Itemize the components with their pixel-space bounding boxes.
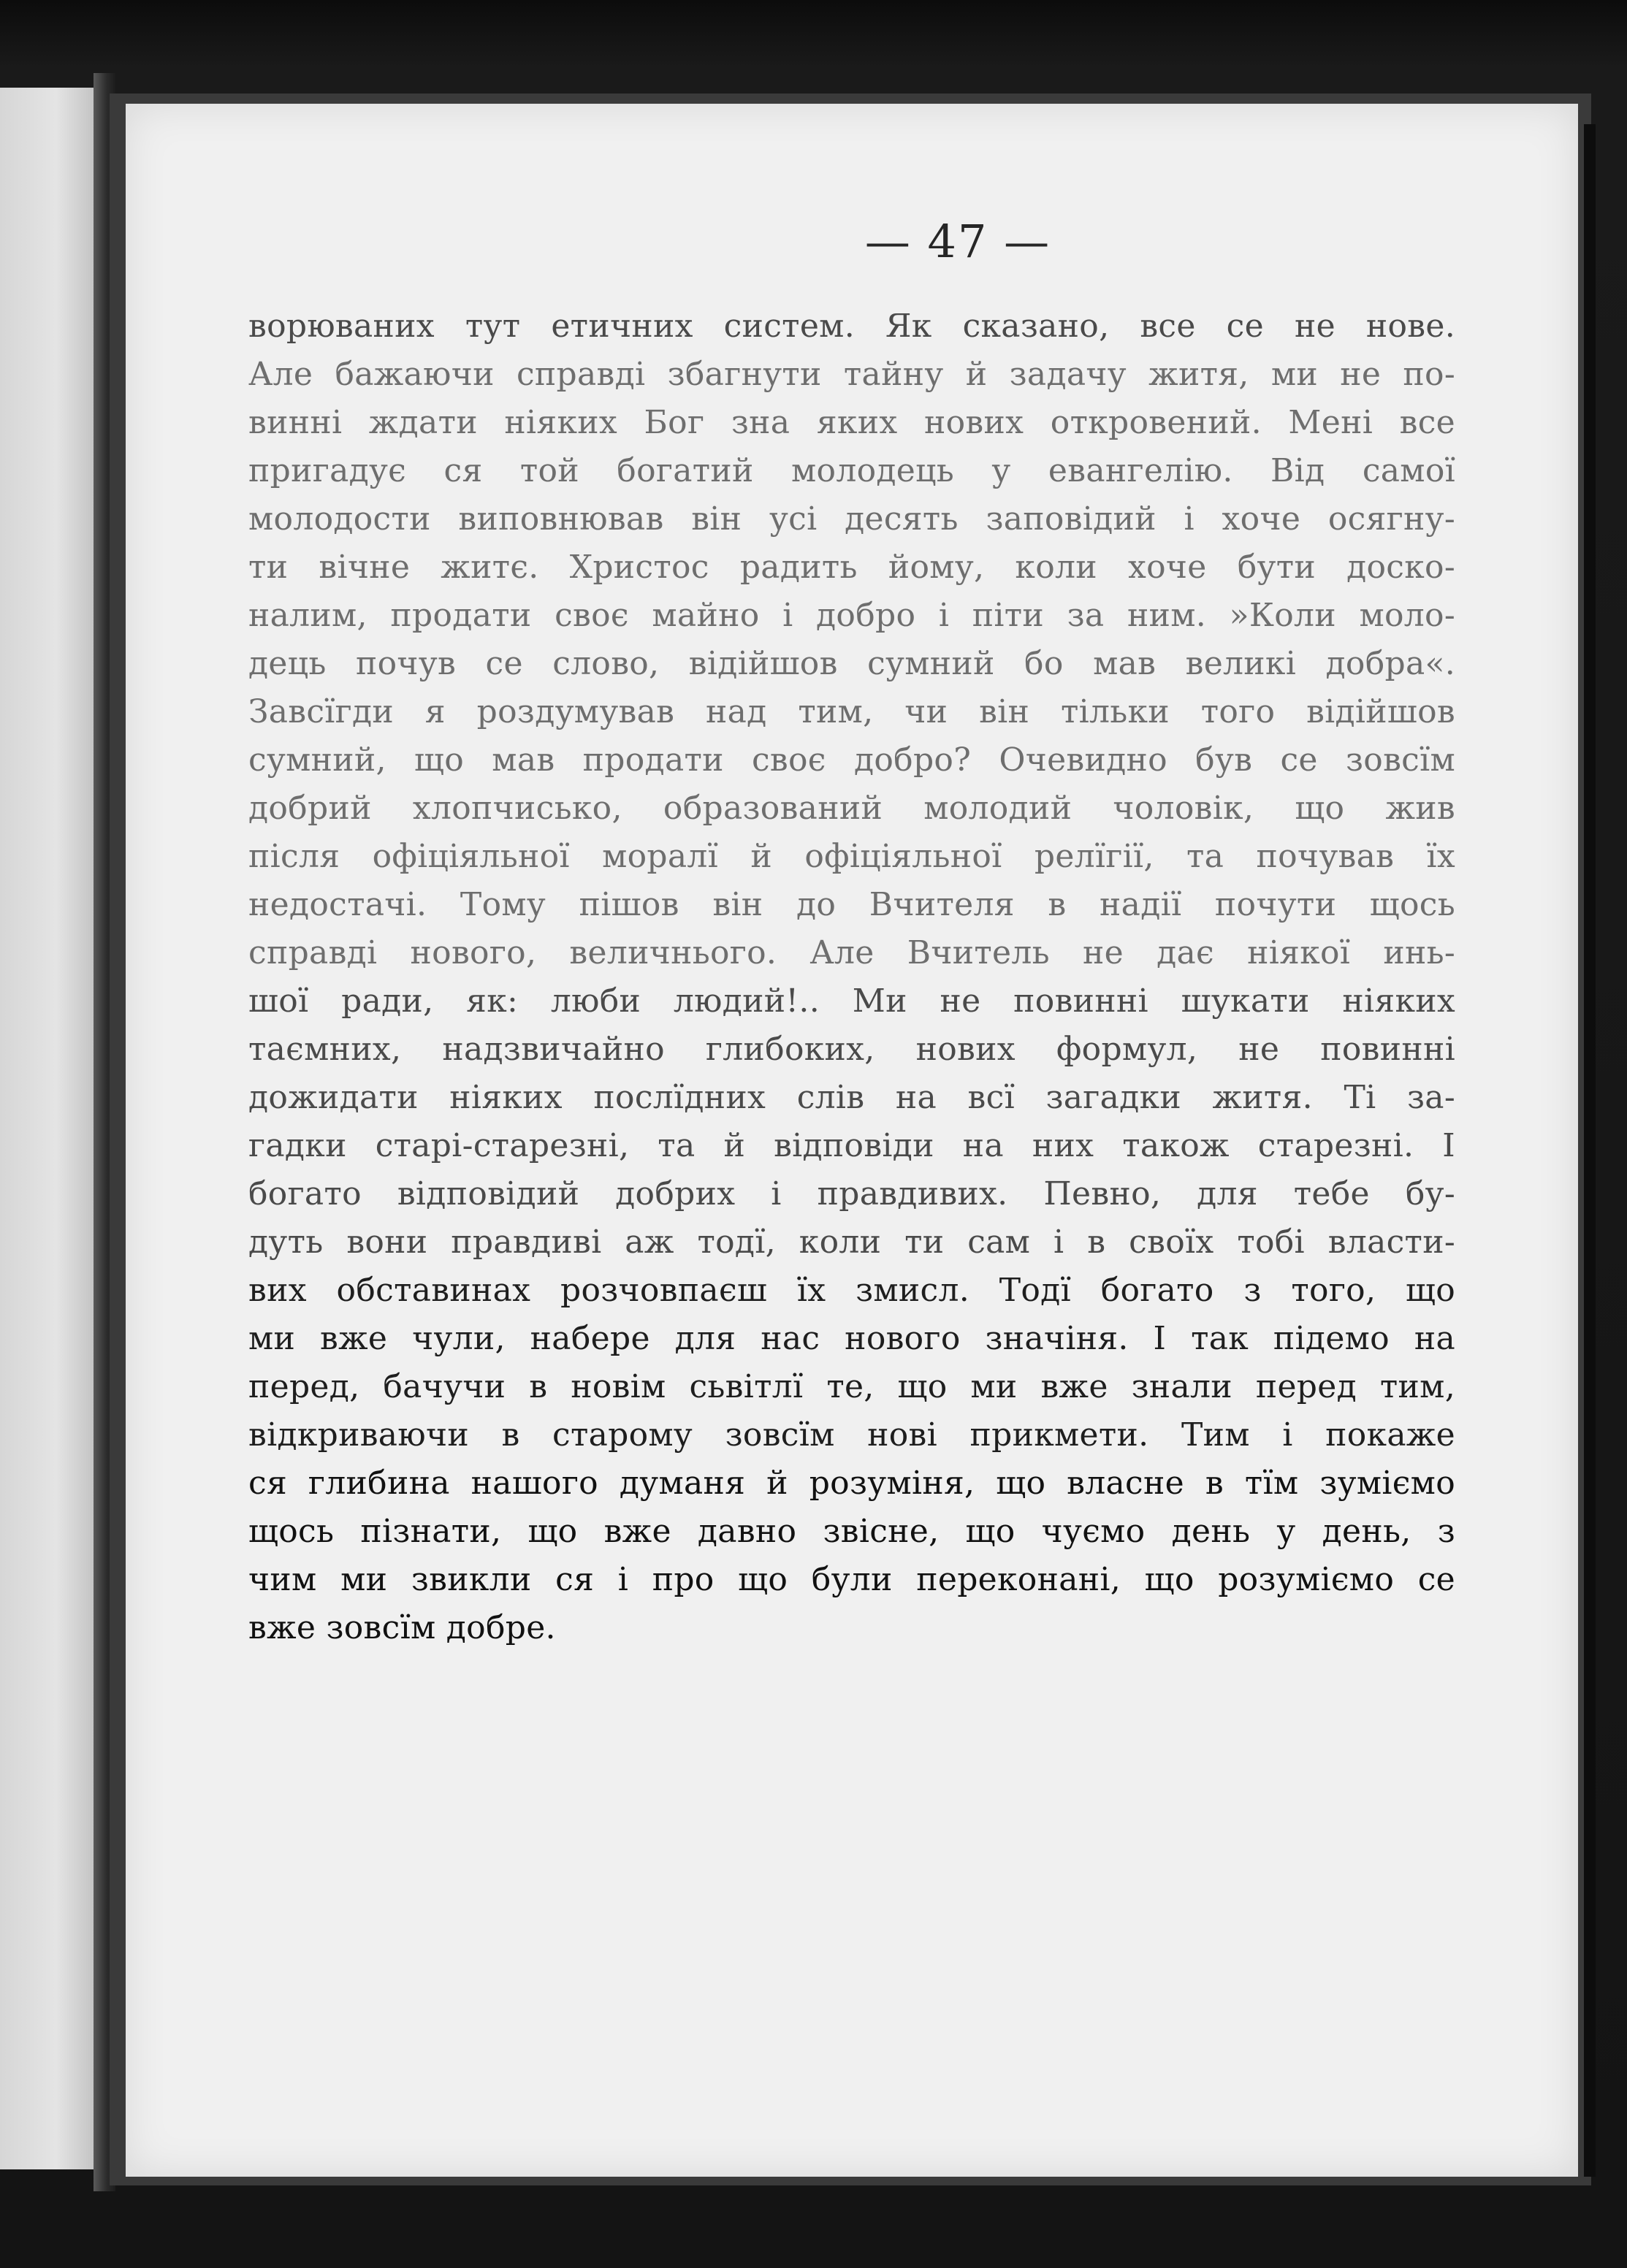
text-line: гадки старі-старезні, та й відповіди на них також старезні. І bbox=[248, 1127, 1455, 1164]
text-line: добрий хлопчисько, образований молодий чоловік, що жив bbox=[248, 790, 1455, 827]
text-line: чим ми звикли ся і про що були переконані, що розуміємо се bbox=[248, 1561, 1455, 1598]
text-line: дожидати ніяких послїдних слів на всї загадки житя. Ті за- bbox=[248, 1079, 1455, 1116]
text-line: відкриваючи в старому зовсїм нові прикмети. Тим і покаже bbox=[248, 1416, 1455, 1454]
text-line: після офіціяльної моралї й офіціяльної релїгії, та почував їх bbox=[248, 838, 1455, 875]
page-body-text bbox=[248, 302, 1455, 1652]
facing-page-edge bbox=[0, 88, 102, 2169]
text-line: молодости виповнював він усі десять заповідий і хоче осягну- bbox=[248, 500, 1455, 538]
text-line: справді нового, величнього. Але Вчитель не дає ніякої инь- bbox=[248, 934, 1455, 971]
text-line: сумний, що мав продати своє добро? Очевидно був се зовсїм bbox=[248, 741, 1455, 779]
text-line: дуть вони правдиві аж тодї, коли ти сам і в своїх тобі власти- bbox=[248, 1223, 1455, 1261]
text-line: перед, бачучи в новім сьвітлї те, що ми вже знали перед тим, bbox=[248, 1368, 1455, 1405]
text-line: дець почув се слово, відійшов сумний бо мав великі добра«. bbox=[248, 645, 1455, 682]
text-line: налим, продати своє майно і добро і піти за ним. »Коли моло- bbox=[248, 597, 1455, 634]
page-number: — 47 — bbox=[864, 215, 1051, 268]
text-line: ворюваних тут етичних систем. Як сказано, все се не нове. bbox=[248, 308, 1455, 345]
text-line: богато відповідий добрих і правдивих. Певно, для тебе бу- bbox=[248, 1175, 1455, 1213]
text-line: недостачі. Тому пішов він до Вчителя в надії почути щось bbox=[248, 886, 1455, 923]
text-line: пригадує ся той богатий молодець у евангелію. Від самої bbox=[248, 452, 1455, 489]
text-line: винні ждати ніяких Бог зна яких нових откровений. Мені все bbox=[248, 404, 1455, 441]
text-line-last: вже зовсїм добре. bbox=[248, 1609, 556, 1646]
text-line: ти вічне житє. Христос радить йому, коли хоче бути доско- bbox=[248, 549, 1455, 586]
text-line: шої ради, як: люби людий!.. Ми не повинні шукати ніяких bbox=[248, 982, 1455, 1020]
text-line: таємних, надзвичайно глибоких, нових формул, не повинні bbox=[248, 1031, 1455, 1068]
text-line: ся глибина нашого думаня й розуміня, що власне в тїм зуміємо bbox=[248, 1465, 1455, 1502]
text-line: Завсїгди я роздумував над тим, чи він тільки того відійшов bbox=[248, 693, 1455, 730]
text-line: ми вже чули, набере для нас нового значіня. І так підемо на bbox=[248, 1320, 1455, 1357]
book-page bbox=[126, 104, 1578, 2177]
text-line: вих обставинах розчовпаєш їх змисл. Тодї богато з того, що bbox=[248, 1272, 1455, 1309]
text-line: Але бажаючи справді збагнути тайну й задачу житя, ми не по- bbox=[248, 356, 1455, 393]
page-right-edge bbox=[1584, 124, 1596, 2177]
text-line: щось пізнати, що вже давно звісне, що чуємо день у день, з bbox=[248, 1513, 1455, 1550]
